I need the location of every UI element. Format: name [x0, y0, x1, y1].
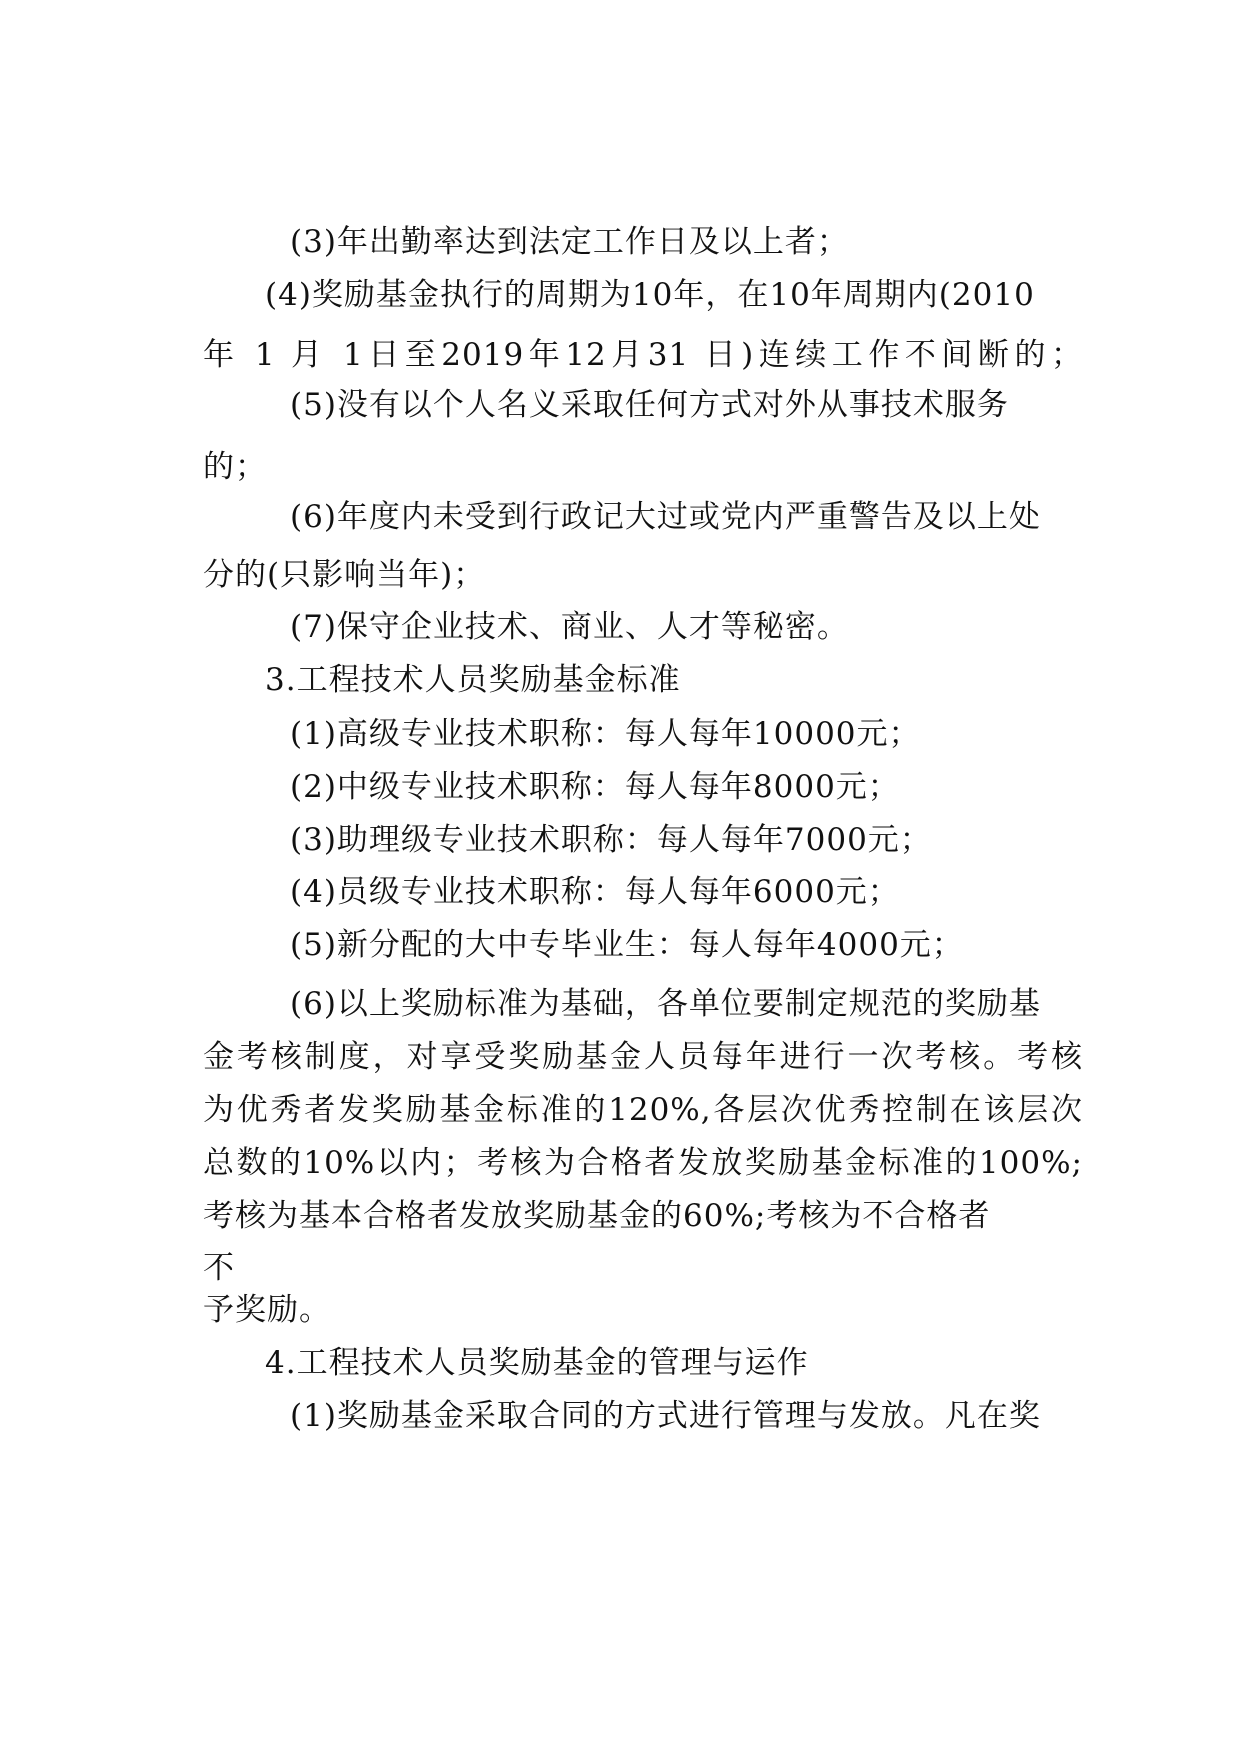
- standard-6-line-3: 为优秀者发奖励基金标准的120%,各层次优秀控制在该层次: [203, 1092, 1083, 1128]
- clause-5-no-private-service: (5)没有以个人名义采取任何方式对外从事技术服务: [290, 387, 1009, 423]
- standard-6-line-5: 考核为基本合格者发放奖励基金的60%;考核为不合格者: [203, 1198, 991, 1234]
- management-clause-1: (1)奖励基金采取合同的方式进行管理与发放。凡在奖: [290, 1398, 1041, 1434]
- standard-6-line-6: 不: [203, 1250, 235, 1286]
- standard-6-line-4: 总数的10%以内；考核为合格者发放奖励基金标准的100%;: [203, 1145, 1083, 1181]
- clause-6-continued: 分的(只影响当年)；: [203, 557, 486, 593]
- standard-6-assessment: (6)以上奖励标准为基础，各单位要制定规范的奖励基: [290, 986, 1041, 1022]
- section-4-heading: 4.工程技术人员奖励基金的管理与运作: [265, 1345, 809, 1381]
- clause-4-cycle-continued: 年 1 月 1日至2019年12月31 日)连续工作不间断的；: [203, 337, 1083, 373]
- clause-7-confidentiality: (7)保守企业技术、商业、人才等秘密。: [290, 609, 849, 645]
- standard-3-assistant: (3)助理级专业技术职称：每人每年7000元；: [290, 822, 932, 858]
- clause-4-cycle: (4)奖励基金执行的周期为10年，在10年周期内(2010: [265, 277, 1035, 313]
- standard-2-intermediate: (2)中级专业技术职称：每人每年8000元；: [290, 769, 900, 805]
- standard-5-graduates: (5)新分配的大中专毕业生：每人每年4000元；: [290, 927, 964, 963]
- clause-6-no-discipline: (6)年度内未受到行政记大过或党内严重警告及以上处: [290, 499, 1041, 535]
- standard-1-senior: (1)高级专业技术职称：每人每年10000元；: [290, 716, 921, 752]
- standard-6-line-2: 金考核制度，对享受奖励基金人员每年进行一次考核。考核: [203, 1039, 1083, 1075]
- standard-6-line-7: 予奖励。: [203, 1292, 331, 1328]
- clause-3-attendance: (3)年出勤率达到法定工作日及以上者；: [290, 224, 849, 260]
- standard-4-junior: (4)员级专业技术职称：每人每年6000元；: [290, 874, 900, 910]
- section-3-heading: 3.工程技术人员奖励基金标准: [265, 662, 681, 698]
- clause-5-continued: 的；: [203, 449, 267, 485]
